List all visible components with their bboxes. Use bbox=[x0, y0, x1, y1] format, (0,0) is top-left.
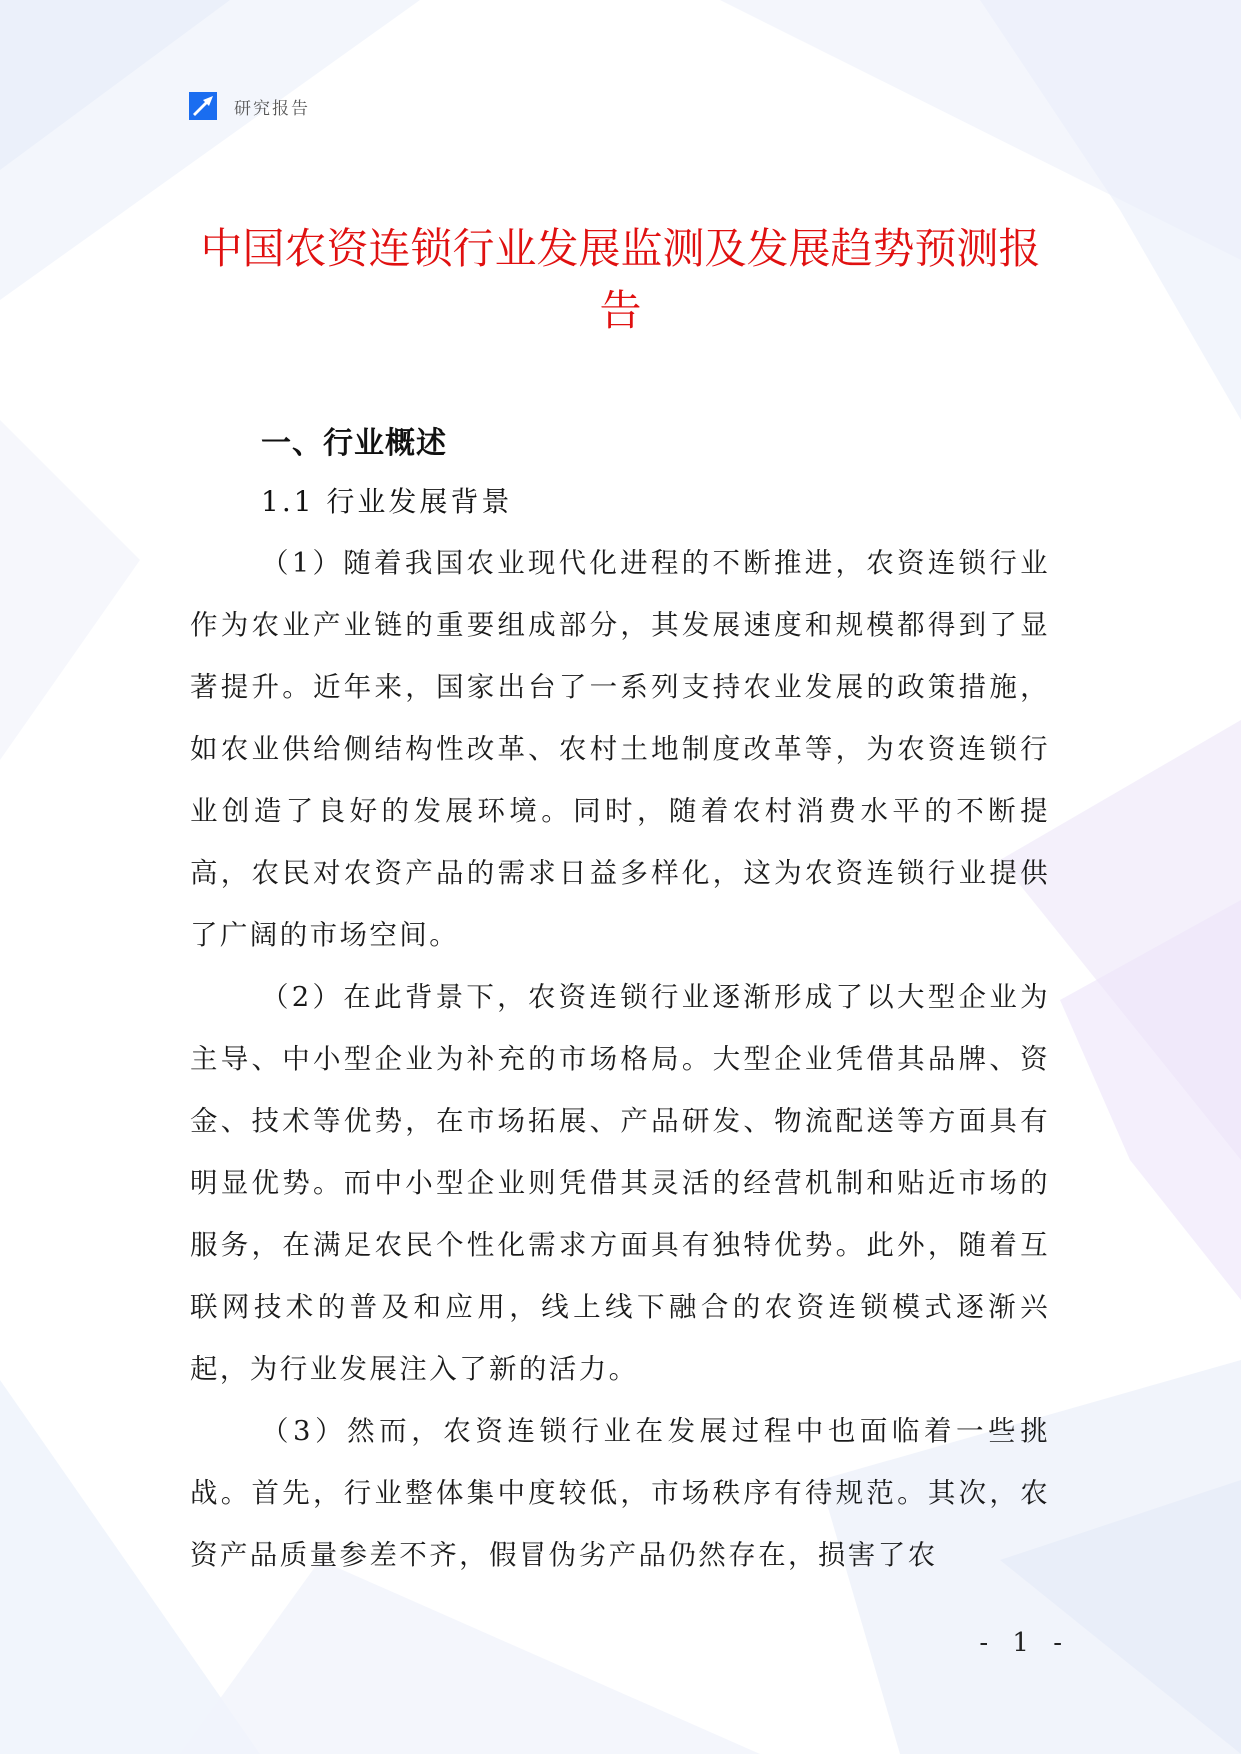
paragraph: （2）在此背景下，农资连锁行业逐渐形成了以大型企业为主导、中小型企业为补充的市场格局。大型企业凭借其品牌、资金、技术等优势，在市场拓展、产品研发、物流配送等方面具有明显优势。而中小型企业则凭借其灵活的经营机制和贴近市场的服务，在满足农民个性化需求方面具有独特优势。此外，随着互联网技术的普及和应用，线上线下融合的农资连锁模式逐渐兴起，为行业发展注入了新的活力。 bbox=[190, 981, 1050, 1385]
header bbox=[186, 88, 310, 124]
document-title: 中国农资连锁行业发展监测及发展趋势预测报告 bbox=[200, 224, 1041, 335]
page-number: - 1 - bbox=[979, 1628, 1070, 1658]
section-heading: 一、行业概述 bbox=[261, 426, 447, 461]
arrow-up-right-icon bbox=[186, 89, 220, 123]
paragraph: （1）随着我国农业现代化进程的不断推进，农资连锁行业作为农业产业链的重要组成部分，其发展速度和规模都得到了显著提升。近年来，国家出台了一系列支持农业发展的政策措施，如农业供给侧结构性改革、农村土地制度改革等，为农资连锁行业创造了良好的发展环境。同时，随着农村消费水平的不断提高，农民对农资产品的需求日益多样化，这为农资连锁行业提供了广阔的市场空间。 bbox=[190, 547, 1050, 951]
subsection-heading: 1.1 行业发展背景 bbox=[261, 485, 513, 518]
paragraph: （3）然而，农资连锁行业在发展过程中也面临着一些挑战。首先，行业整体集中度较低，市场秩序有待规范。其次，农资产品质量参差不齐，假冒伪劣产品仍然存在，损害了农 bbox=[190, 1415, 1050, 1571]
body-text bbox=[190, 532, 1050, 1586]
header-label: 研究报告 bbox=[234, 98, 310, 119]
